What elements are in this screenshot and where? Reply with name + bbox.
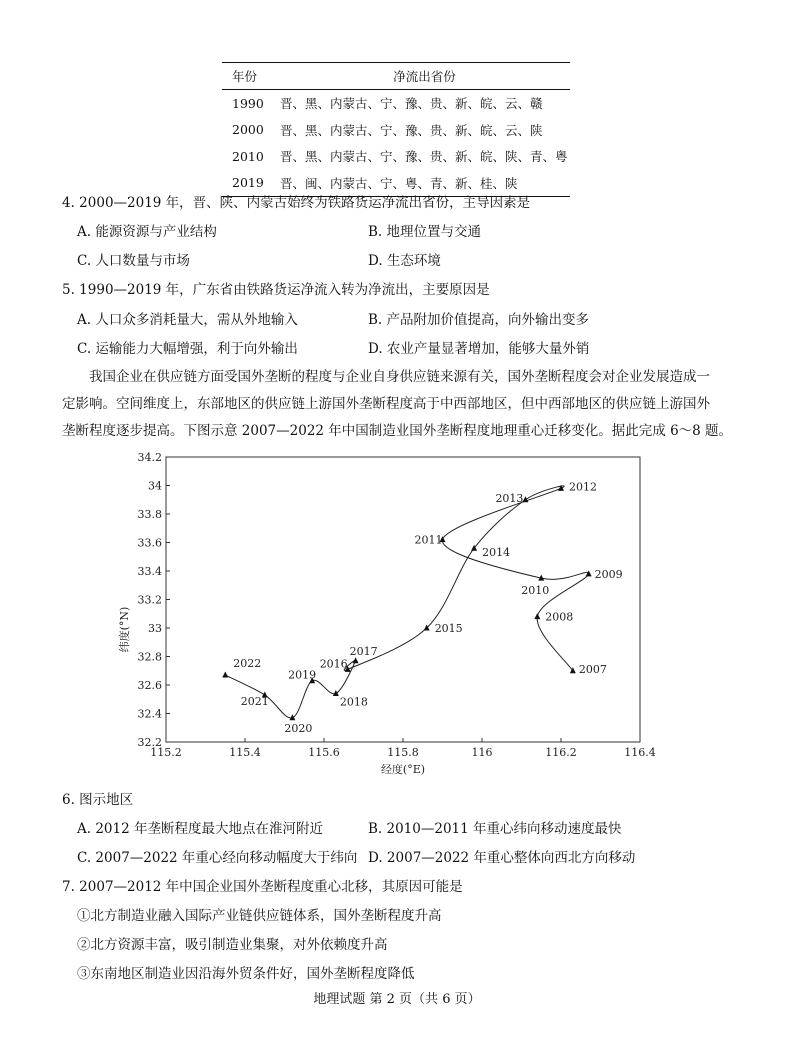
q7-stem: 7. 2007—2012 年中国企业国外垄断程度重心北移，其原因可能是	[62, 879, 463, 895]
chart-axes	[138, 451, 656, 759]
q4-stem: 4. 2000—2019 年，晋、陕、内蒙古始终为铁路货运净流出省份，主导因素是	[62, 195, 531, 211]
q6-option-d[interactable]: D. 2007—2022 年重心整体向西北方向移动	[368, 850, 636, 866]
point-marker	[333, 690, 339, 696]
point-label: 2020	[284, 721, 313, 735]
q6-option-a[interactable]: A. 2012 年垄断程度最大地点在淮河附近	[77, 821, 323, 837]
point-label: 2013	[495, 491, 524, 505]
q6-stem: 6. 图示地区	[62, 792, 134, 808]
trajectory-line	[225, 486, 588, 718]
y-tick-label: 32.4	[137, 707, 162, 721]
point-label: 2019	[288, 668, 317, 682]
table-row	[222, 117, 570, 144]
point-label: 2016	[319, 657, 348, 671]
point-label: 2012	[569, 480, 597, 494]
plot-frame	[166, 457, 640, 742]
y-tick-label: 32.2	[137, 736, 162, 749]
x-tick-label: 116.4	[624, 746, 656, 759]
point-label: 2021	[240, 694, 269, 708]
table-cell-provinces: 晋、黑、内蒙古、宁、豫、贵、新、皖、陕、青、粤	[280, 149, 568, 165]
table-cell-year: 1990	[232, 95, 264, 111]
table-cell-provinces: 晋、闽、内蒙古、宁、粤、青、新、桂、陕	[280, 175, 518, 191]
point-label: 2014	[482, 546, 511, 560]
q5-option-a[interactable]: A. 人口众多消耗量大，需从外地输入	[77, 312, 298, 328]
y-tick-label: 33.8	[137, 508, 162, 521]
page-footer: 地理试题 第 2 页（共 6 页）	[313, 992, 481, 1007]
point-label: 2018	[339, 695, 368, 709]
y-axis-label: 纬度(°N)	[118, 606, 131, 653]
table-header-provinces: 净流出省份	[393, 69, 456, 84]
point-marker	[222, 672, 228, 678]
passage-line: 我国企业在供应链方面受国外垄断的程度与企业自身供应链来源有关，国外垄断程度会对企业发展造成一	[89, 369, 710, 385]
q5-option-b[interactable]: B. 产品附加价值提高，向外输出变多	[368, 312, 590, 328]
table-row	[222, 143, 570, 170]
q7-item-1: ①北方制造业融入国际产业链供应链体系，国外垄断程度升高	[77, 908, 442, 924]
table-cell-year: 2000	[232, 122, 264, 138]
point-label: 2007	[578, 662, 607, 676]
q5-option-c[interactable]: C. 运输能力大幅增强，利于向外输出	[77, 341, 298, 357]
table-header-row	[222, 63, 570, 90]
q7-item-2: ②北方资源丰富，吸引制造业集聚，对外依赖度升高	[77, 937, 388, 953]
point-label: 2015	[434, 622, 463, 635]
point-label: 2009	[594, 567, 623, 581]
table-cell-provinces: 晋、黑、内蒙古、宁、豫、贵、新、皖、云、赣	[280, 96, 543, 112]
x-tick-label: 115.4	[229, 746, 261, 759]
point-label: 2011	[414, 533, 443, 547]
x-axis-label: 经度(°E)	[380, 763, 426, 776]
point-label: 2022	[233, 657, 262, 671]
table-cell-year: 2010	[232, 148, 264, 164]
chart-points	[222, 480, 622, 734]
x-tick-label: 116	[471, 746, 493, 759]
passage	[62, 364, 732, 445]
y-tick-label: 33.6	[137, 536, 162, 550]
y-tick-label: 32.6	[137, 679, 162, 692]
q4-option-c[interactable]: C. 人口数量与市场	[77, 253, 190, 269]
x-tick-label: 115.2	[150, 746, 182, 759]
table-cell-year: 2019	[232, 175, 264, 191]
q5-option-d[interactable]: D. 农业产量显著增加，能够大量外销	[368, 341, 590, 357]
q6-option-c[interactable]: C. 2007—2022 年重心经向移动幅度大于纬向	[77, 850, 358, 866]
y-tick-label: 33.2	[137, 593, 162, 607]
q7-item-3: ③东南地区制造业因沿海外贸条件好，国外垄断程度降低	[77, 966, 415, 982]
passage-line: 定影响。空间维度上，东部地区的供应链上游国外垄断程度高于中西部地区，但中西部地区的供应链上游国外	[62, 396, 710, 412]
table-row	[222, 90, 570, 117]
point-marker	[289, 714, 295, 720]
y-tick-label: 34.2	[137, 451, 162, 464]
point-marker	[353, 657, 359, 663]
passage-line: 垄断程度逐步提高。下图示意 2007—2022 年中国制造业国外垄断程度地理重心迁移变化。据此完成 6～8 题。	[62, 423, 733, 439]
table-cell-provinces: 晋、黑、内蒙古、宁、豫、贵、新、皖、云、陕	[280, 122, 543, 138]
point-label: 2010	[521, 584, 550, 598]
x-tick-label: 115.6	[308, 746, 340, 759]
q4-option-b[interactable]: B. 地理位置与交通	[368, 224, 482, 240]
q6-option-b[interactable]: B. 2010—2011 年重心纬向移动速度最快	[368, 821, 622, 837]
y-tick-label: 32.8	[137, 650, 162, 664]
y-tick-label: 34	[148, 479, 162, 493]
point-label: 2017	[349, 644, 378, 658]
point-marker	[586, 570, 592, 576]
y-tick-label: 33	[148, 622, 162, 635]
y-tick-label: 33.4	[137, 565, 162, 578]
table-header-year: 年份	[232, 69, 258, 84]
province-table	[222, 62, 570, 197]
q5-stem: 5. 1990—2019 年，广东省由铁路货运净流入转为净流出，主要原因是	[62, 282, 490, 298]
x-tick-label: 116.2	[545, 746, 577, 759]
q4-option-a[interactable]: A. 能源资源与产业结构	[77, 224, 217, 240]
centroid-migration-chart	[110, 448, 656, 783]
point-marker	[534, 613, 540, 619]
point-label: 2008	[545, 610, 574, 624]
x-tick-label: 115.8	[387, 746, 419, 759]
q4-option-d[interactable]: D. 生态环境	[368, 253, 441, 269]
